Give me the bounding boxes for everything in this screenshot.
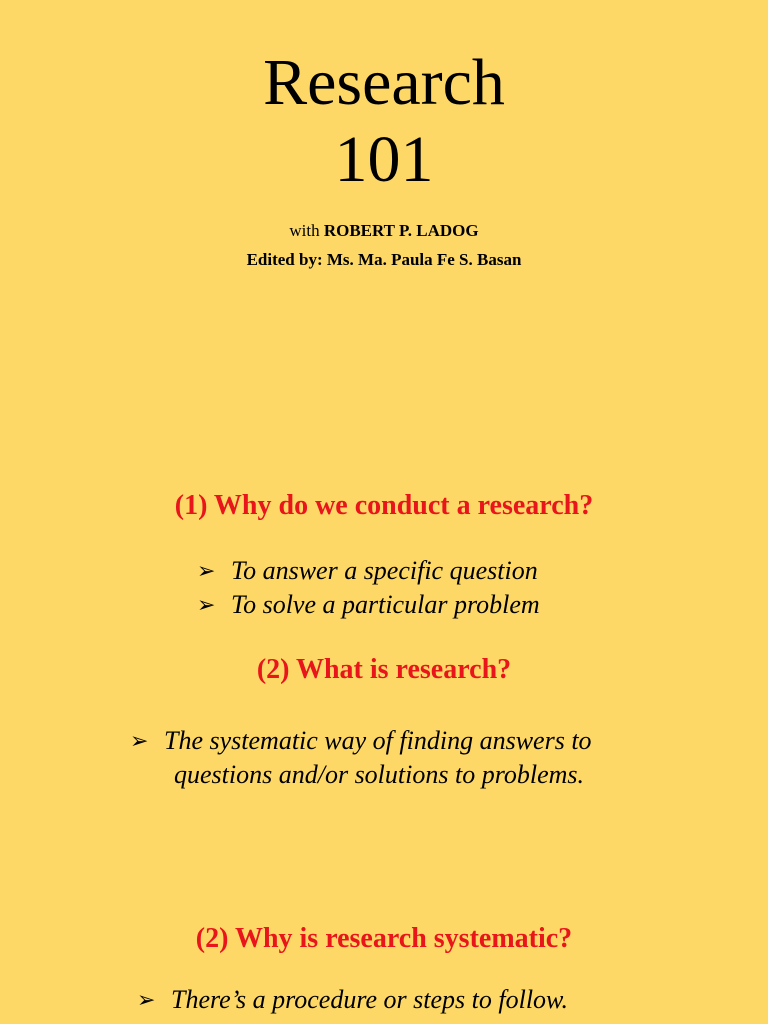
arrow-bullet-icon: ➢ (197, 592, 216, 617)
bullet-text-continuation: questions and/or solutions to problems. (174, 760, 585, 789)
author-byline (0, 222, 768, 239)
title-line-2: 101 (334, 123, 434, 196)
question-heading: (2) Why is research systematic? (195, 923, 573, 954)
title-line-1: Research (263, 46, 505, 119)
bullet-text: There’s a procedure or steps to follow. (171, 985, 568, 1014)
bullet-text: The systematic way of finding answers to (164, 726, 592, 755)
bullet-item (197, 554, 538, 588)
bullet-item (197, 588, 540, 622)
bullet-item (137, 983, 568, 1017)
author-name: ROBERT P. LADOG (323, 221, 479, 240)
editor-byline: Edited by: Ms. Ma. Paula Fe S. Basan (246, 250, 522, 269)
arrow-bullet-icon: ➢ (137, 987, 156, 1012)
question-heading: (1) Why do we conduct a research? (174, 490, 594, 521)
byline-prefix: with (289, 221, 320, 240)
bullet-item (130, 724, 592, 758)
question-heading: (2) What is research? (256, 654, 512, 685)
bullet-text: To answer a specific question (231, 556, 538, 585)
bullet-text: To solve a particular problem (231, 590, 540, 619)
arrow-bullet-icon: ➢ (130, 728, 149, 753)
arrow-bullet-icon: ➢ (197, 558, 216, 583)
